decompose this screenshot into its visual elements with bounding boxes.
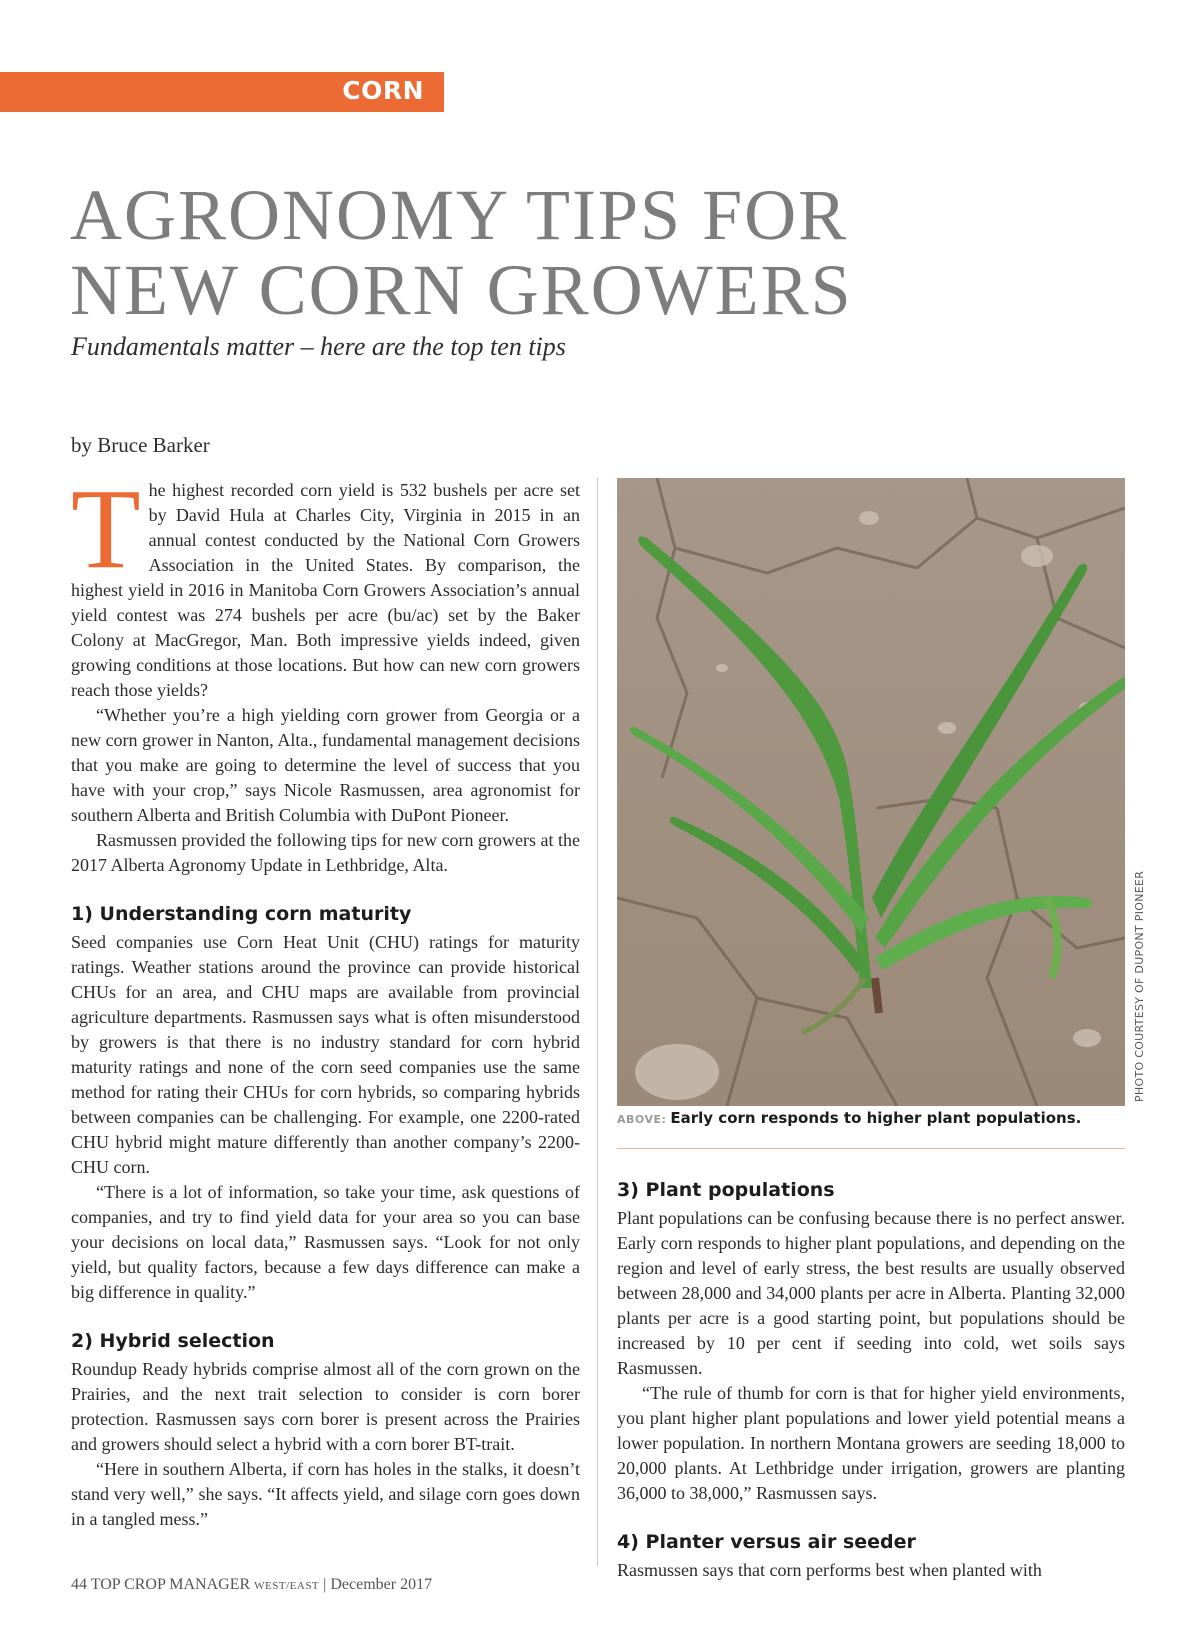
page-footer: [71, 1576, 432, 1594]
intro-paragraph-1-text: he highest recorded corn yield is 532 bushels per acre set by David Hula at Charles City, Virginia in 2015 in an annual contest conducted by the National Corn Growers Association in the United States. By comparison, the highest yield in 2016 in Manitoba Corn Growers Association’s annual yield contest was 274 bushels per acre (bu/ac) set by the Baker Colony at MacGregor, Man. Both impressive yields indeed, given growing conditions at those locations. But how can new corn growers reach those yields?: [71, 480, 580, 700]
populations-paragraph-2: “The rule of thumb for corn is that for higher yield environments, you plant higher plant populations and lower yield potential means a lower population. In northern Montana growers are seeding 18,000 to 20,000 plants. At Lethbridge under irrigation, growers are planting 36,000 to 38,000,” Rasmussen says.: [617, 1383, 1125, 1503]
section-heading-maturity: 1) Understanding corn maturity: [71, 903, 412, 925]
corn-seedling-photo: [617, 478, 1125, 1106]
title-line-2: NEW CORN GROWERS: [70, 250, 853, 330]
maturity-paragraph-2: “There is a lot of information, so take your time, ask questions of companies, and try to find yield data for your area so you can base your decisions on local data,” Rasmussen says. “Look for not only yield, but quality factors, because a few days difference can make a big difference in quality.”: [71, 1182, 580, 1302]
caption-lead: ABOVE:: [617, 1113, 667, 1126]
section-heading-planter: 4) Planter versus air seeder: [617, 1531, 916, 1553]
magazine-name: TOP CROP MANAGER: [90, 1576, 251, 1593]
caption-text: Early corn responds to higher plant populations.: [670, 1109, 1082, 1127]
column-divider: [597, 478, 598, 1566]
section-heading-hybrid: 2) Hybrid selection: [71, 1330, 275, 1352]
photo-credit: PHOTO COURTESY OF DUPONT PIONEER: [1133, 870, 1146, 1102]
intro-paragraph-2: “Whether you’re a high yielding corn grower from Georgia or a new corn grower in Nanton, Alta., fundamental management decisions that you make are going to determine the level of success that you have with your crop,” says Nicole Rasmussen, area agronomist for southern Alberta and British Columbia with DuPont Pioneer.: [71, 705, 580, 825]
planter-paragraph-1: Rasmussen says that corn performs best when planted with: [617, 1560, 1042, 1580]
intro-paragraph-1: [71, 465, 580, 703]
drop-cap: T: [71, 465, 141, 592]
section-banner: [0, 72, 444, 112]
section-label: CORN: [342, 76, 424, 105]
byline: by Bruce Barker: [71, 433, 210, 457]
article-subtitle: Fundamentals matter – here are the top ten tips: [71, 332, 566, 361]
right-column: [617, 1178, 1125, 1583]
issue-date: | December 2017: [323, 1576, 433, 1593]
hybrid-paragraph-2: “Here in southern Alberta, if corn has holes in the stalks, it doesn’t stand very well,” she says. “It affects yield, and silage corn goes down in a tangled mess.”: [71, 1459, 580, 1529]
section-heading-populations: 3) Plant populations: [617, 1179, 835, 1201]
article-title: [70, 175, 853, 330]
populations-paragraph-1: Plant populations can be confusing because there is no perfect answer. Early corn responds to higher plant populations, and depending on the region and level of early stress, the best results are usually observed between 28,000 and 34,000 plants per acre in Alberta. Planting 32,000 plants per acre is a good starting point, but populations should be increased by 10 per cent if seeding into cold, wet soils says Rasmussen.: [617, 1208, 1125, 1378]
maturity-paragraph-1: Seed companies use Corn Heat Unit (CHU) ratings for maturity ratings. Weather stations around the province can provide historical CHUs for an area, and CHU maps are available from provincial agriculture departments. Rasmussen says what is often misunderstood by growers is that there is no industry standard for corn hybrid maturity ratings and none of the corn seed companies use the same method for rating their CHUs for corn hybrids, so comparing hybrids between companies can be challenging. For example, one 2200-rated CHU hybrid might mature differently than another company’s 2200-CHU corn.: [71, 932, 580, 1177]
page-number: 44: [71, 1576, 87, 1593]
left-column: [71, 465, 580, 1532]
hybrid-paragraph-1: Roundup Ready hybrids comprise almost all of the corn grown on the Prairies, and the next trait selection to consider is corn borer protection. Rasmussen says corn borer is present across the Prairies and growers should select a hybrid with a corn borer BT-trait.: [71, 1359, 580, 1454]
intro-paragraph-3: Rasmussen provided the following tips for new corn growers at the 2017 Alberta Agronomy Update in Lethbridge, Alta.: [71, 830, 580, 875]
photo-caption: [617, 1109, 1081, 1127]
magazine-edition: WEST/EAST: [254, 1580, 320, 1592]
caption-divider: [617, 1148, 1125, 1149]
title-line-1: AGRONOMY TIPS FOR: [70, 175, 849, 255]
